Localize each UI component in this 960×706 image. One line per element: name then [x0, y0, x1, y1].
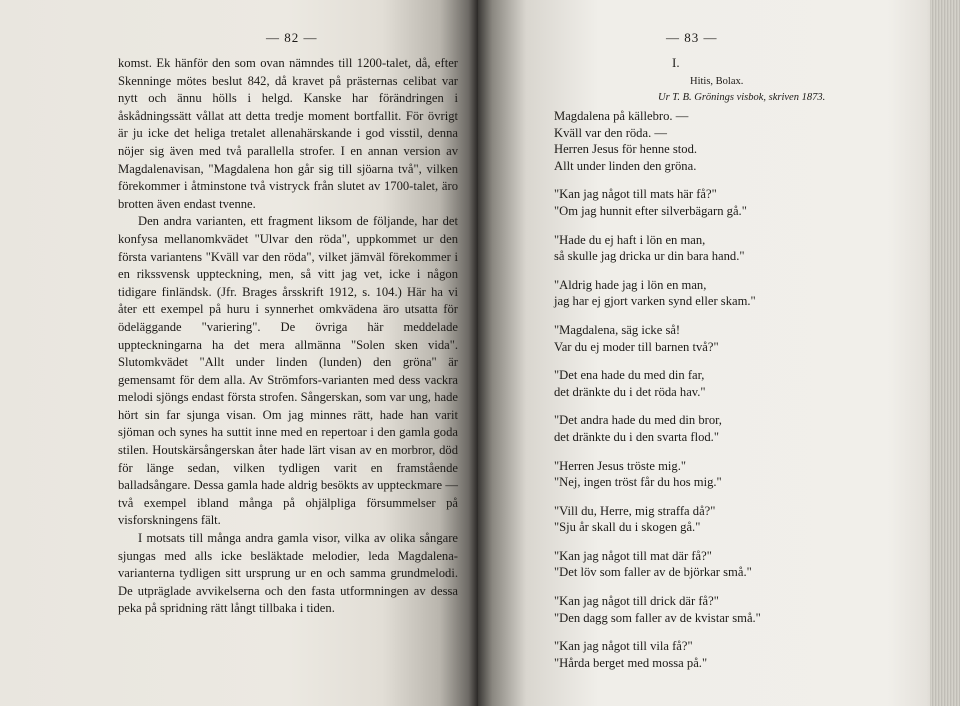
song-number: I. [672, 55, 680, 70]
verse-line: det dränkte du i den svarta flod." [554, 429, 719, 444]
stanza [554, 367, 904, 400]
verse-line: "Aldrig hade jag i lön en man, [554, 277, 707, 292]
verse-line: "Hårda berget med mossa på." [554, 655, 708, 670]
verse-line: Var du ej moder till barnen två?" [554, 339, 719, 354]
paragraph: I motsats till många andra gamla visor, vilka av olika sångare sjungas med alls icke besläktade melodier, leda Magdalena-varianterna tydligen sitt ursprung ur en och samma grundmelodi. De utpräglade avvikelserna och den fasta utformningen av dessa peka på spridning rätt långt tillbaka i tiden. [118, 531, 458, 616]
stanza [554, 322, 904, 355]
verse-line: "Nej, ingen tröst får du hos mig." [554, 475, 722, 490]
verse-line: "Kan jag något till mat där få?" [554, 548, 712, 563]
verse-line: "Sju år skall du i skogen gå." [554, 520, 701, 535]
verse-line: "Kan jag något till mats här få?" [554, 187, 717, 202]
verse-line: "Hade du ej haft i lön en man, [554, 232, 706, 247]
verse-line: Allt under linden den gröna. [554, 158, 697, 173]
right-page [478, 0, 960, 706]
verse-line: Herren Jesus för henne stod. [554, 142, 698, 157]
stanza [554, 108, 904, 174]
verse-line: Magdalena på källebro. — [554, 109, 689, 123]
paragraph: Den andra varianten, ett fragment liksom de följande, har det konfysa mellanomkvädet "Ulvar den röda", uppkommet ur den första variantens "Kväll var den röda", vilket jämväl förekommer i en rikssvensk uppteckning, men, så vitt jag vet, icke i någon tidigare finländsk. (Jfr. Brages årsskrift 1912, s. 104.) Här ha vi åter ett exempel på huru i synnerhet omkvädena äro utsatta för ödeläggande "variering". De övriga här meddelade uppteckningarna ha det mera allmänna "Solen sken vida". Slutomkvädet "Allt under linden (lunden) den gröna" är gemensamt för dem alla. Av Strömfors-varianten med dess vackra melodi sjöngs endast första strofen. Sångerskan, som var ung, hade hört sin far sjunga visan. Om jag minnes rätt, hade han varit sjöman och synes ha suttit inne med en repertoar i den gamla goda stilen. Houtskärsångerskan åter hade lärt visan av en morbror, död för länge sedan, vilken tydligen varit en framstående balladsångare. Dessa gamla hade aldrig besökts av uppteckmare — två exempel ibland många på ohjälpliga försummelser på visforskningens fält. [118, 214, 458, 528]
stanza [554, 232, 904, 265]
stanza [554, 638, 904, 671]
verse-line: "Det ena hade du med din far, [554, 368, 705, 383]
verse-line: så skulle jag dricka ur din bara hand." [554, 249, 745, 264]
source-place: Hitis, Bolax. [690, 76, 744, 87]
stanza [554, 503, 904, 536]
source-reference: Ur T. B. Grönings visbok, skriven 1873. [658, 92, 826, 103]
verse-line: "Den dagg som faller av de kvistar små." [554, 610, 761, 625]
stanza [554, 186, 904, 219]
stanza [554, 593, 904, 626]
verse-line: "Kan jag något till vila få?" [554, 639, 693, 654]
stanza [554, 458, 904, 491]
verse-line: "Kan jag något till drick där få?" [554, 594, 719, 609]
page-number-left: — 82 — [266, 30, 318, 45]
verse-line: "Magdalena, säg icke så! [554, 322, 681, 337]
left-page [0, 0, 478, 706]
verse-line: "Det löv som faller av de björkar små." [554, 565, 752, 580]
stanza [554, 412, 904, 445]
prose-body [118, 55, 458, 618]
stanza [554, 277, 904, 310]
verse-line: "Vill du, Herre, mig straffa då?" [554, 503, 716, 518]
book-edge [930, 0, 960, 706]
verse-line: "Om jag hunnit efter silverbägarn gå." [554, 203, 747, 218]
verse-line: det dränkte du i det röda hav." [554, 384, 706, 399]
verse-line: Kväll var den röda. — [554, 125, 667, 140]
verse-line: "Herren Jesus tröste mig." [554, 458, 686, 473]
verse-line: "Det andra hade du med din bror, [554, 413, 722, 428]
page-number-right: — 83 — [666, 30, 718, 45]
verse-line: jag har ej gjort varken synd eller skam." [554, 294, 756, 309]
stanza [554, 548, 904, 581]
paragraph: komst. Ek hänför den som ovan nämndes till 1200-talet, då, efter Skenninge mötes beslut 842, då kravet på prästernas celibat var nytt och ännu hölls i helgd. Kanske har förändringen i åskådningssätt vållat att detta tredje moment bortfallit. För övrigt är ju icke det heliga tretalet allenahärskande i god visstil, denna nöjer sig även med två parallella strofer. I en annan version av Magdalenavisan, "Magdalena hon går sig till sjöarna två", vilken förekommer i åtminstone två vistryck från slutet av 1700-talet, äro brotten även endast tvenne. [118, 56, 458, 211]
song-verses [554, 108, 904, 683]
